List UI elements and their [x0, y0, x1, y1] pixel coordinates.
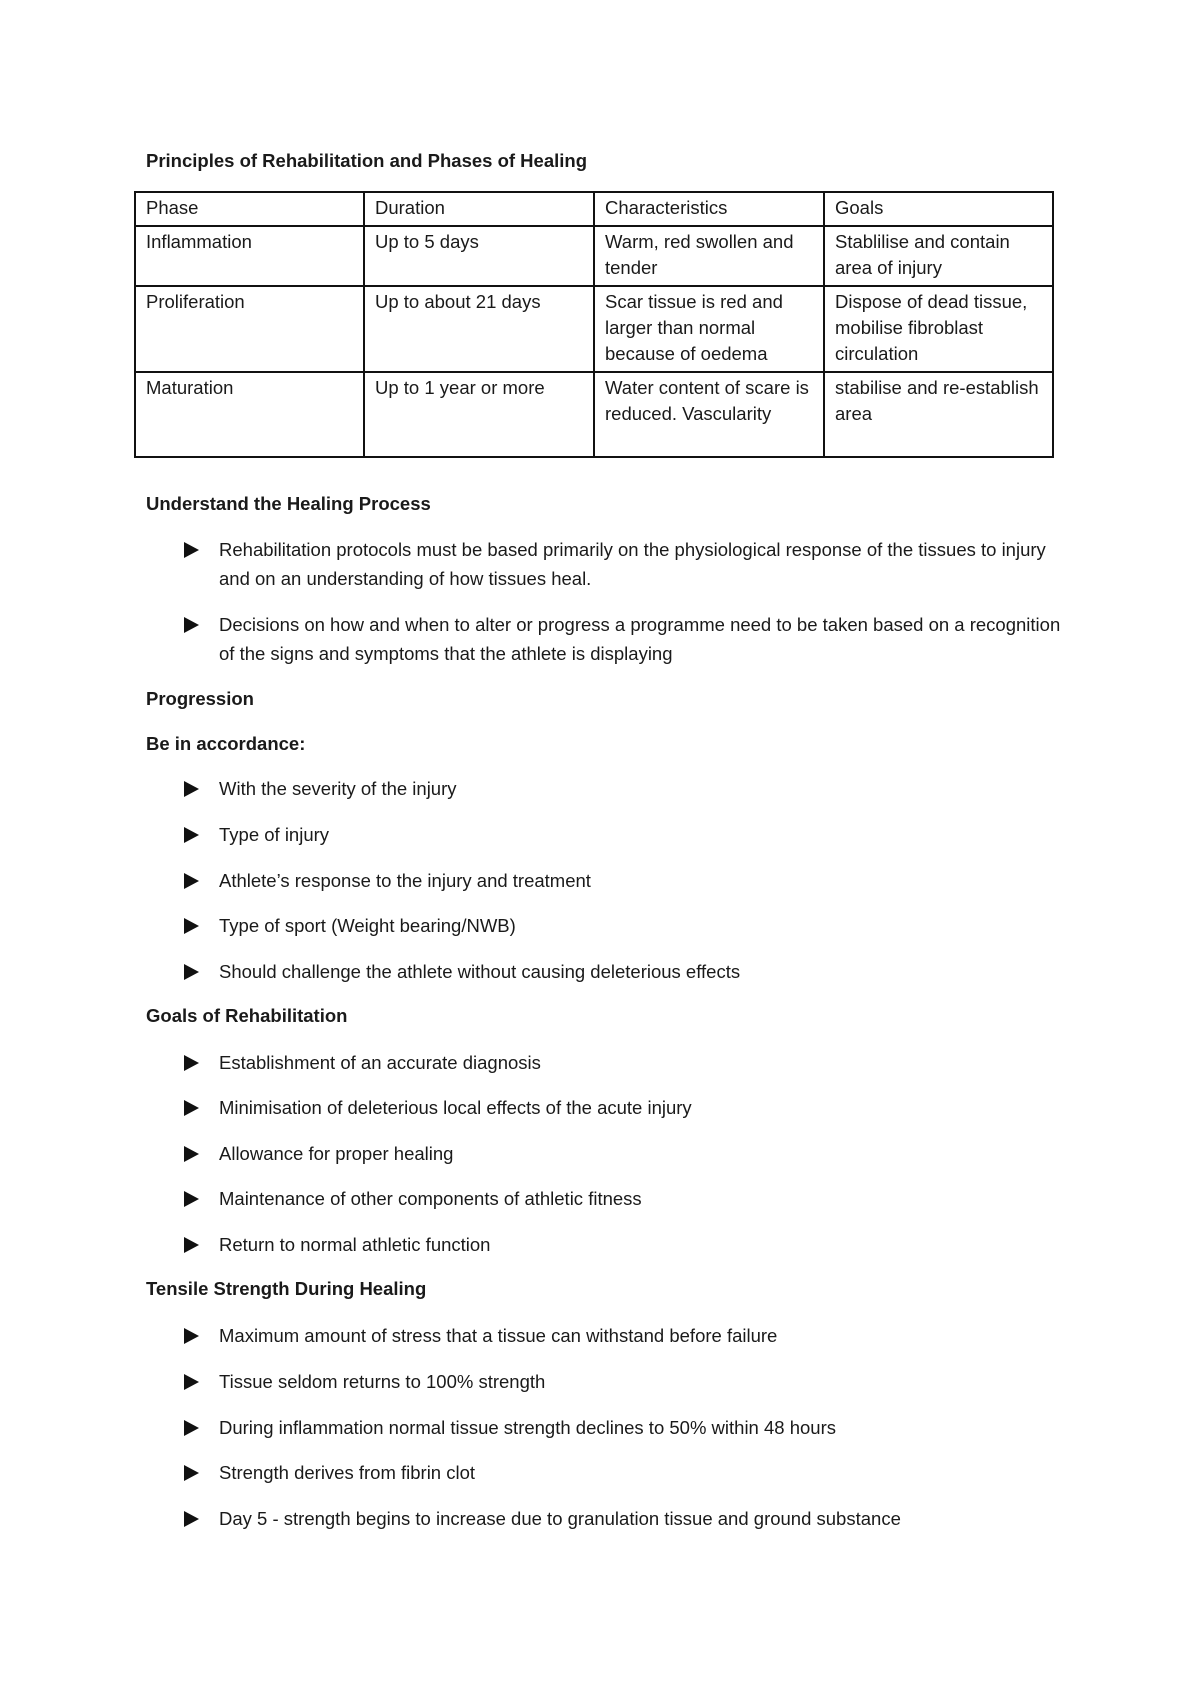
table-cell: stabilise and re-establish area — [824, 372, 1053, 457]
section-heading-progression: Progression — [146, 688, 254, 709]
list-item: Maintenance of other components of athletic fitness — [184, 1184, 1064, 1213]
table-cell: Proliferation — [135, 286, 364, 372]
arrow-bullet-icon — [184, 827, 199, 843]
table-header-row — [135, 192, 1053, 226]
table-cell: Up to 1 year or more — [364, 372, 594, 457]
table-cell: Inflammation — [135, 226, 364, 286]
list-item: Strength derives from fibrin clot — [184, 1458, 1064, 1487]
arrow-bullet-icon — [184, 1191, 199, 1207]
arrow-bullet-icon — [184, 617, 199, 633]
arrow-bullet-icon — [184, 873, 199, 889]
page-title: Principles of Rehabilitation and Phases of Healing — [146, 150, 588, 171]
table-cell: Maturation — [135, 372, 364, 457]
arrow-bullet-icon — [184, 1374, 199, 1390]
list-item: Minimisation of deleterious local effects of the acute injury — [184, 1093, 1064, 1122]
arrow-bullet-icon — [184, 1465, 199, 1481]
list-item: Allowance for proper healing — [184, 1139, 1064, 1168]
arrow-bullet-icon — [184, 1100, 199, 1116]
list-item: Rehabilitation protocols must be based primarily on the physiological response of the tissues to injury and on an understanding of how tissues heal. — [184, 535, 1064, 593]
phases-table — [134, 191, 1054, 458]
list-item: Should challenge the athlete without causing deleterious effects — [184, 957, 1064, 986]
arrow-bullet-icon — [184, 542, 199, 558]
list-item: With the severity of the injury — [184, 774, 1064, 803]
list-item: During inflammation normal tissue strength declines to 50% within 48 hours — [184, 1413, 1064, 1442]
header-cell-phase: Phase — [135, 192, 364, 226]
section-heading-healing-process: Understand the Healing Process — [146, 493, 431, 514]
table-row — [135, 226, 1053, 286]
table-row — [135, 372, 1053, 457]
table-cell: Up to 5 days — [364, 226, 594, 286]
table-cell: Dispose of dead tissue, mobilise fibroblast circulation — [824, 286, 1053, 372]
header-cell-characteristics: Characteristics — [594, 192, 824, 226]
section-heading-accordance: Be in accordance: — [146, 733, 306, 754]
arrow-bullet-icon — [184, 781, 199, 797]
list-item: Type of sport (Weight bearing/NWB) — [184, 911, 1064, 940]
section-heading-tensile-strength: Tensile Strength During Healing — [146, 1278, 427, 1299]
arrow-bullet-icon — [184, 1328, 199, 1344]
table-cell: Up to about 21 days — [364, 286, 594, 372]
table-cell: Water content of scare is reduced. Vascularity — [594, 372, 824, 457]
list-item: Decisions on how and when to alter or progress a programme need to be taken based on a recognition of the signs and symptoms that the athlete is displaying — [184, 610, 1064, 668]
list-item: Athlete’s response to the injury and treatment — [184, 866, 1064, 895]
list-item: Maximum amount of stress that a tissue can withstand before failure — [184, 1321, 1064, 1350]
arrow-bullet-icon — [184, 964, 199, 980]
header-cell-goals: Goals — [824, 192, 1053, 226]
arrow-bullet-icon — [184, 1055, 199, 1071]
arrow-bullet-icon — [184, 1146, 199, 1162]
list-item: Tissue seldom returns to 100% strength — [184, 1367, 1064, 1396]
list-item: Type of injury — [184, 820, 1064, 849]
table-cell: Scar tissue is red and larger than normal because of oedema — [594, 286, 824, 372]
section-heading-goals: Goals of Rehabilitation — [146, 1005, 348, 1026]
list-item: Establishment of an accurate diagnosis — [184, 1048, 1064, 1077]
list-item: Day 5 - strength begins to increase due to granulation tissue and ground substance — [184, 1504, 1064, 1533]
header-cell-duration: Duration — [364, 192, 594, 226]
table-row — [135, 286, 1053, 372]
arrow-bullet-icon — [184, 1237, 199, 1253]
list-item: Return to normal athletic function — [184, 1230, 1064, 1259]
arrow-bullet-icon — [184, 918, 199, 934]
arrow-bullet-icon — [184, 1420, 199, 1436]
arrow-bullet-icon — [184, 1511, 199, 1527]
table-cell: Stablilise and contain area of injury — [824, 226, 1053, 286]
table-cell: Warm, red swollen and tender — [594, 226, 824, 286]
